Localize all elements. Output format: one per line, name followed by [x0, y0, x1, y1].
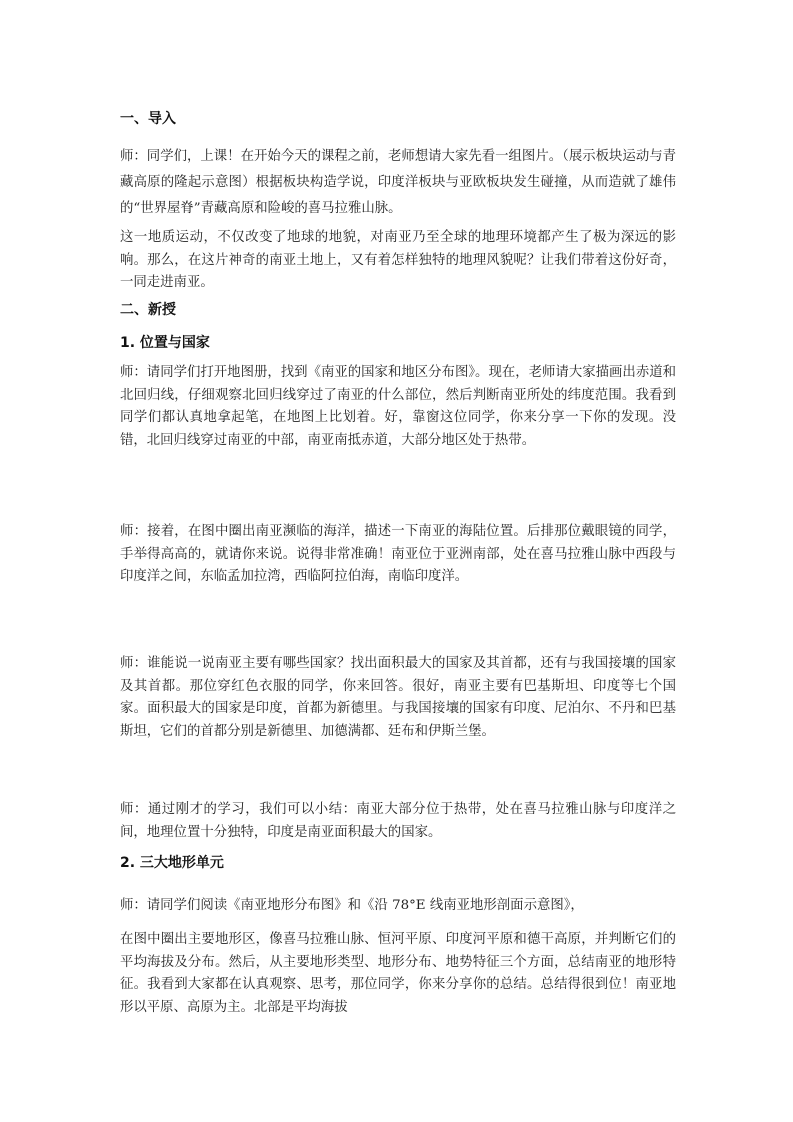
landforms-paragraph-2: 在图中圈出主要地形区，像喜马拉雅山脉、恒河平原、印度河平原和德干高原，并判断它们的平均海拔及分布。然后，从主要地形类型、地形分布、地势特征三个方面，总结南亚的地形特征。我看到大家都在认真观察、思考，那位同学，你来分享你的总结。总结得很到位！南亚地形以平原、高原为主。北部是平均海拔	[120, 932, 676, 1015]
location-summary-paragraph: 师：通过刚才的学习，我们可以小结：南亚大部分位于热带，处在喜马拉雅山脉与印度洋之间，地理位置十分独特，印度是南亚面积最大的国家。	[120, 802, 676, 840]
section-heading-intro: 一、导入	[120, 111, 176, 127]
location-paragraph-3: 师：谁能说一说南亚主要有哪些国家？找出面积最大的国家及其首都，还有与我国接壤的国家及其首都。那位穿红色衣服的同学，你来回答。很好，南亚主要有巴基斯坦、印度等七个国家。面积最大的国家是印度，首都为新德里。与我国接壤的国家有印度、尼泊尔、不丹和巴基斯坦，它们的首都分别是新德里、加德满都、廷布和伊斯兰堡。	[120, 656, 676, 739]
intro-paragraph-1: 师：同学们，上课！在开始今天的课程之前，老师想请大家先看一组图片。（展示板块运动与青藏高原的隆起示意图）根据板块构造学说，印度洋板块与亚欧板块发生碰撞，从而造就了雄伟的“世界屋脊”青藏高原和险峻的喜马拉雅山脉。	[120, 149, 676, 216]
intro-paragraph-2: 这一地质运动，不仅改变了地球的地貌，对南亚乃至全球的地理环境都产生了极为深远的影响。那么，在这片神奇的南亚土地上，又有着怎样独特的地理风貌呢？让我们带着这份好奇，一同走进南亚。	[120, 230, 676, 290]
location-paragraph-1: 师：请同学们打开地图册，找到《南亚的国家和地区分布图》。现在，老师请大家描画出赤道和北回归线，仔细观察北回归线穿过了南亚的什么部位，然后判断南亚所处的纬度范围。我看到同学们都认真地拿起笔，在地图上比划着。好，靠窗这位同学，你来分享一下你的发现。没错，北回归线穿过南亚的中部，南亚南抵赤道，大部分地区处于热带。	[120, 365, 676, 448]
landforms-paragraph-1: 师：请同学们阅读《南亚地形分布图》和《沿 78°E 线南亚地形剖面示意图》，	[120, 898, 584, 913]
subsection-heading-landforms: 2. 三大地形单元	[120, 855, 224, 871]
section-heading-new-lesson: 二、新授	[120, 302, 176, 318]
subsection-heading-location: 1. 位置与国家	[120, 335, 210, 351]
location-paragraph-2: 师：接着，在图中圈出南亚濒临的海洋，描述一下南亚的海陆位置。后排那位戴眼镜的同学，手举得高高的，就请你来说。说得非常准确！南亚位于亚洲南部，处在喜马拉雅山脉中西段与印度洋之间，东临孟加拉湾，西临阿拉伯海，南临印度洋。	[120, 524, 676, 584]
